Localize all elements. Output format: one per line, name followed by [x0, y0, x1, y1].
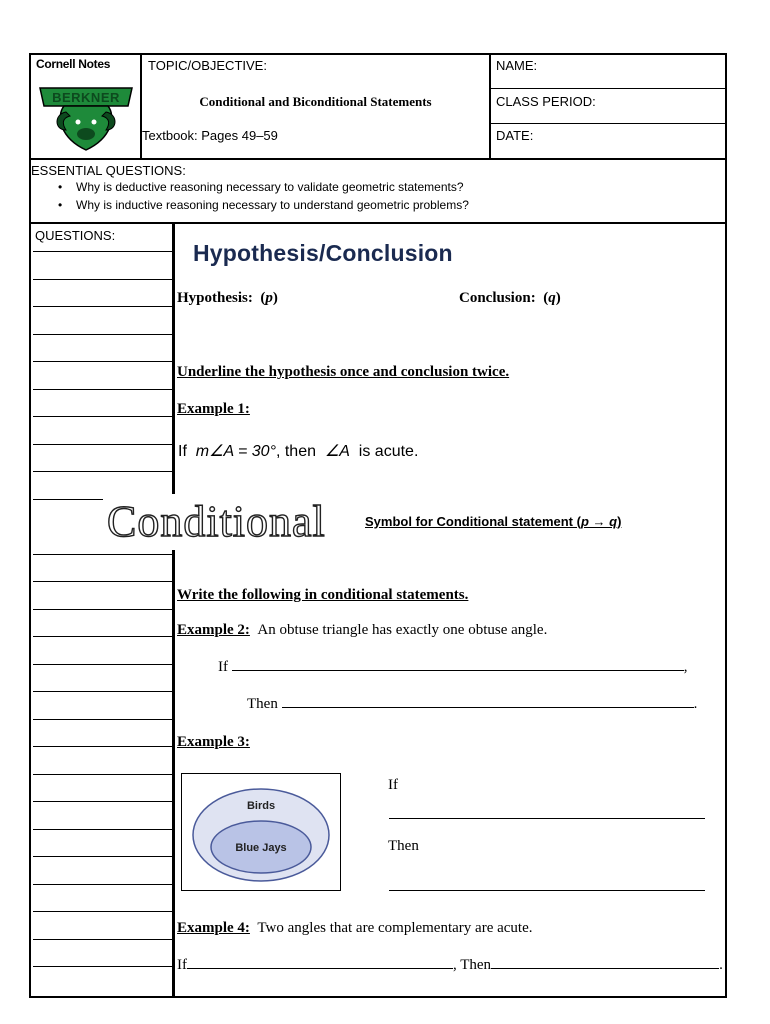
underline-instruction: Underline the hypothesis once and conclusion twice.	[177, 364, 510, 380]
example3-if-blank[interactable]	[389, 818, 705, 819]
question-line[interactable]	[33, 829, 173, 830]
example4-answer-line[interactable]: If , Then .	[177, 957, 723, 973]
example3-label: Example 3:	[177, 734, 250, 750]
question-line[interactable]	[33, 774, 173, 775]
textbook-pages: Textbook: Pages 49–59	[142, 128, 278, 143]
essential-bullet-2: • Why is inductive reasoning necessary to understand geometric problems?	[58, 198, 469, 212]
question-line[interactable]	[33, 444, 173, 445]
question-line[interactable]	[33, 389, 173, 390]
question-line[interactable]	[33, 801, 173, 802]
conditional-word-art: Conditional	[105, 494, 328, 550]
essential-questions-label: ESSENTIAL QUESTIONS:	[31, 163, 186, 178]
question-line[interactable]	[33, 471, 173, 472]
write-instruction: Write the following in conditional statements.	[177, 587, 469, 603]
example2-if-line[interactable]: If ,	[218, 659, 688, 675]
question-line[interactable]	[33, 691, 173, 692]
logo-text: BERKNER	[52, 90, 120, 105]
question-line[interactable]	[33, 416, 173, 417]
header-rule-2	[490, 123, 726, 124]
question-line[interactable]	[33, 966, 173, 967]
question-line[interactable]	[33, 609, 173, 610]
example1-label: Example 1:	[177, 401, 250, 417]
topic-title: Conditional and Biconditional Statements	[199, 94, 432, 109]
example2-statement: Example 2: An obtuse triangle has exactly one obtuse angle.	[177, 622, 548, 638]
example3-then-blank[interactable]	[389, 890, 705, 891]
question-line[interactable]	[33, 636, 173, 637]
class-period-field[interactable]: CLASS PERIOD:	[496, 94, 596, 109]
example3-then: Then	[388, 838, 419, 854]
question-line[interactable]	[33, 719, 173, 720]
section-heading: Hypothesis/Conclusion	[193, 240, 453, 266]
question-line[interactable]	[33, 499, 103, 500]
essential-bullet-1: • Why is deductive reasoning necessary to validate geometric statements?	[58, 180, 464, 194]
topic-label: TOPIC/OBJECTIVE:	[148, 58, 267, 73]
example2-then-line[interactable]: Then .	[247, 696, 698, 712]
question-line[interactable]	[33, 911, 173, 912]
question-line[interactable]	[33, 306, 173, 307]
example4-statement: Example 4: Two angles that are complementary are acute.	[177, 920, 533, 936]
cornell-notes-label: Cornell Notes	[36, 57, 111, 71]
header-divider-right	[489, 53, 491, 160]
question-line[interactable]	[33, 581, 173, 582]
notes-frame	[29, 222, 727, 998]
venn-diagram	[181, 773, 341, 891]
hypothesis-label: Hypothesis: (p)	[177, 290, 278, 306]
questions-column-divider	[172, 224, 175, 997]
question-line[interactable]	[33, 884, 173, 885]
example3-if: If	[388, 777, 398, 793]
conditional-symbol-text: Symbol for Conditional statement (p → q)	[365, 514, 622, 529]
name-field[interactable]: NAME:	[496, 58, 538, 73]
questions-label: QUESTIONS:	[35, 228, 116, 243]
question-line[interactable]	[33, 939, 173, 940]
date-field[interactable]: DATE:	[496, 128, 534, 143]
venn-outer-label: Birds	[246, 800, 276, 812]
question-line[interactable]	[33, 251, 173, 252]
conclusion-label: Conclusion: (q)	[459, 290, 561, 306]
question-line[interactable]	[33, 334, 173, 335]
school-logo	[36, 76, 136, 154]
question-line[interactable]	[33, 856, 173, 857]
example1-statement: If m∠A = 30°, then ∠A is acute.	[178, 443, 419, 460]
question-line[interactable]	[33, 361, 173, 362]
header-rule-1	[490, 88, 726, 89]
question-line[interactable]	[33, 554, 173, 555]
venn-inner-label: Blue Jays	[235, 842, 287, 854]
question-line[interactable]	[33, 664, 173, 665]
question-line[interactable]	[33, 279, 173, 280]
question-line[interactable]	[33, 746, 173, 747]
